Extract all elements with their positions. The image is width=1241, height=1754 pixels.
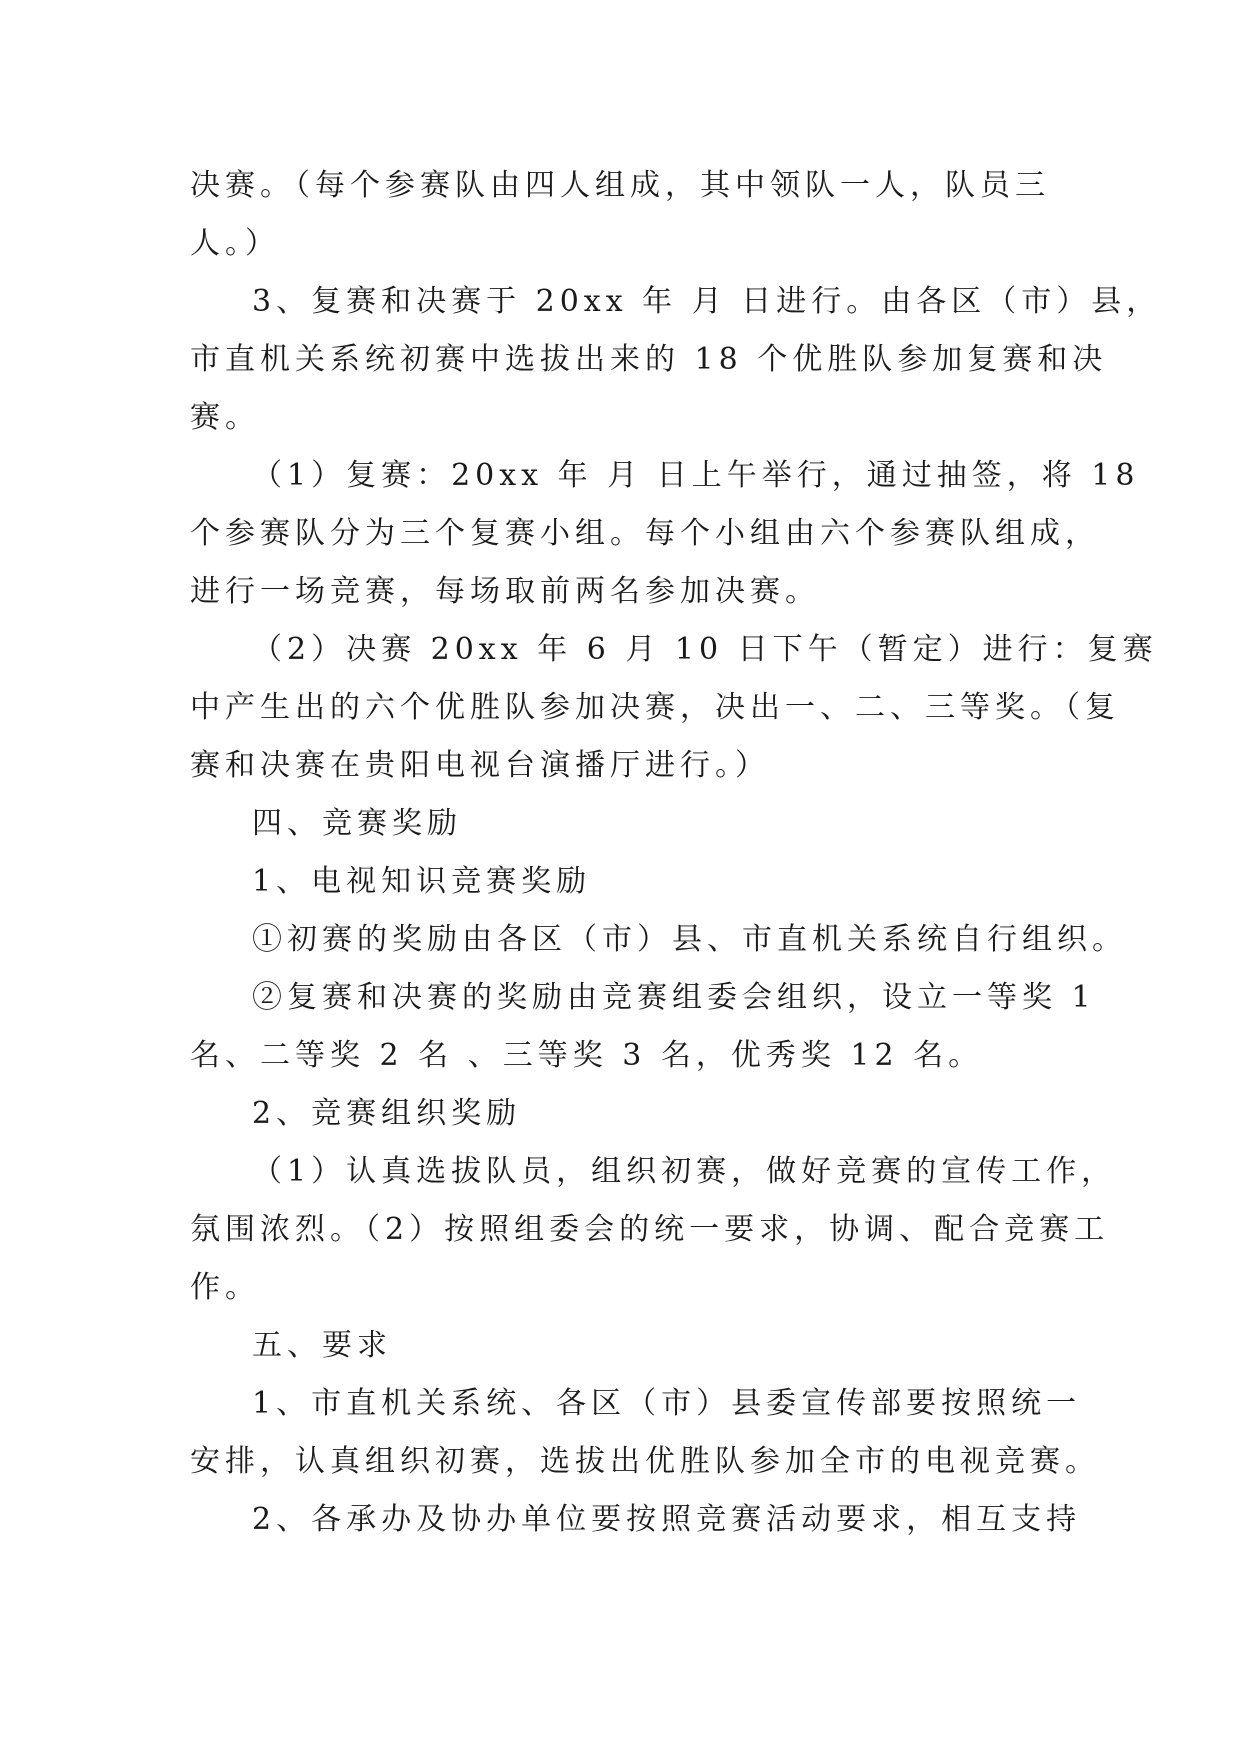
text-line: （2）决赛 20xx 年 6 月 10 日下午（暂定）进行：复赛 [252, 632, 1158, 667]
text-line: 人。） [190, 226, 280, 261]
text-line: 赛和决赛在贵阳电视台演播厅进行。） [190, 748, 770, 783]
text-line: 决赛。（每个参赛队由四人组成，其中领队一人，队员三 [190, 168, 1050, 203]
document-body [190, 157, 1162, 1549]
text-line: 中产生出的六个优胜队参加决赛，决出一、二、三等奖。（复 [190, 690, 1120, 725]
subsection-heading: 1、电视知识竞赛奖励 [252, 864, 592, 899]
text-line: （1）复赛：20xx 年 月 日上午举行，通过抽签，将 18 [252, 458, 1140, 493]
text-line: 赛。 [190, 400, 260, 435]
text-line: 个参赛队分为三个复赛小组。每个小组由六个参赛队组成， [190, 516, 1100, 551]
text-line: 1、市直机关系统、各区（市）县委宣传部要按照统一 [252, 1386, 1082, 1421]
text-line: 安排，认真组织初赛，选拔出优胜队参加全市的电视竞赛。 [190, 1444, 1100, 1479]
text-line: 进行一场竞赛，每场取前两名参加决赛。 [190, 574, 820, 609]
text-line: 氛围浓烈。（2）按照组委会的统一要求，协调、配合竞赛工 [190, 1212, 1110, 1247]
text-line: 2、各承办及协办单位要按照竞赛活动要求，相互支持 [252, 1502, 1082, 1537]
text-line: 3、复赛和决赛于 20xx 年 月 日进行。由各区（市）县， [252, 284, 1162, 319]
section-heading: 四、竞赛奖励 [252, 806, 462, 841]
section-heading: 五、要求 [252, 1328, 392, 1363]
text-line: （1）认真选拔队员，组织初赛，做好竞赛的宣传工作， [252, 1154, 1117, 1189]
text-line: 名、二等奖 2 名 、三等奖 3 名，优秀奖 12 名。 [190, 1038, 984, 1073]
text-line: 市直机关系统初赛中选拔出来的 18 个优胜队参加复赛和决 [190, 342, 1108, 377]
text-line: 作。 [190, 1270, 260, 1305]
subsection-heading: 2、竞赛组织奖励 [252, 1096, 522, 1131]
text-line: ①初赛的奖励由各区（市）县、市直机关系统自行组织。 [252, 922, 1127, 957]
text-line: ②复赛和决赛的奖励由竞赛组委会组织，设立一等奖 1 [252, 980, 1096, 1015]
